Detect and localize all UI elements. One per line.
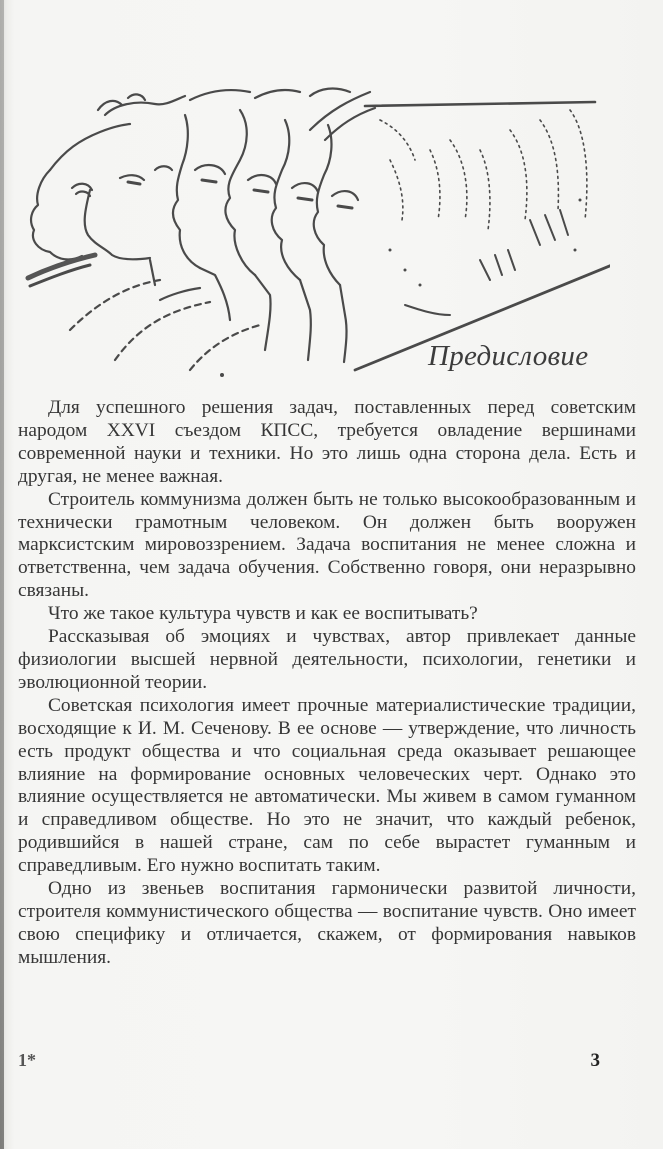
paragraph: Строитель коммунизма должен быть не только высокообразованным и технически грамотным человеком. Он должен быть вооружен марксистским мировоззрением. Задача воспитания не менее сложна и ответственна, чем задача обучения. Собственно говоря, они неразрывно связаны. [18, 488, 636, 602]
paragraph: Что же такое культура чувств и как ее воспитывать? [48, 603, 478, 625]
signature-mark: 1* [18, 1050, 36, 1070]
body-text [18, 397, 636, 970]
paragraph: Рассказывая об эмоциях и чувствах, автор привлекает данные физиологии высшей нервной деятельности, психологии, генетики и эволюционной теории. [18, 626, 636, 693]
paragraph: Одно из звеньев воспитания гармонически развитой личности, строителя коммунистического общества — воспитание чувств. Оно имеет свою специфику и отличается, скажем, от формирования навыков мышления. [18, 878, 636, 968]
binding-edge [0, 0, 4, 1149]
page-number: 3 [590, 1050, 600, 1071]
paragraph: Советская психология имеет прочные материалистические традиции, восходящие к И. М. Сеченову. В ее основе — утверждение, что личность есть продукт общества и что социальная среда оказывает решающее влияние на формирование основных человеческих черт. Однако это влияние осуществляется не автоматически. Мы живем в самом гуманном и справедливом обществе. Но это не значит, что каждый ребенок, родившийся в нашей стране, сам по себе вырастет гуманным и справедливым. Его нужно воспитать таким. [18, 694, 636, 877]
page-footer [18, 1050, 600, 1074]
chapter-title: Предисловие [428, 340, 589, 372]
paragraph: Для успешного решения задач, поставленных перед советским народом XXVI съездом КПСС, требуется овладение вершинами современной науки и техники. Но это лишь одна сторона дела. Есть и другая, не менее важная. [18, 397, 636, 487]
